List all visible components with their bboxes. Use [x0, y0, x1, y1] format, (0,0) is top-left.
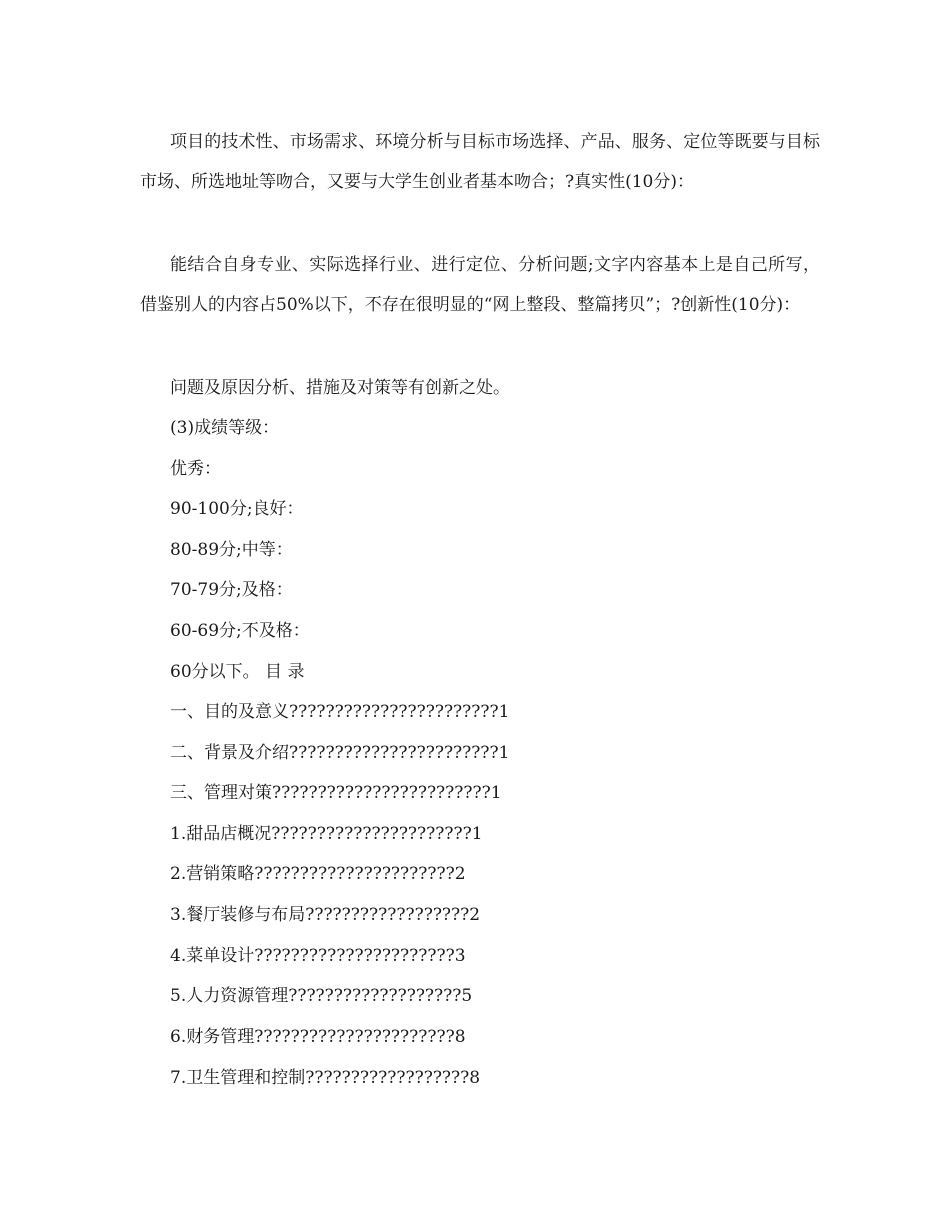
line-grade-medium: 80-89分;中等： — [170, 540, 293, 560]
paragraph-authenticity: 能结合自身专业、实际选择行业、进行定位、分析问题;文字内容基本上是自己所写，借鉴别人的内容占50%以下，不存在很明显的“网上整段、整篇拷贝”；?创新性(10分)： — [140, 255, 820, 315]
line-toc-heading: 60分以下。 目 录 — [170, 662, 305, 682]
line-grade-heading: (3)成绩等级： — [170, 418, 280, 438]
toc-entry: 7.卫生管理和控制??????????????????8 — [170, 1068, 481, 1088]
line-grade-pass: 70-79分;及格： — [170, 580, 293, 600]
toc-entry: 1.甜品店概况??????????????????????1 — [170, 824, 483, 844]
line-grade-fail: 60-69分;不及格： — [170, 621, 310, 641]
line-grade-excellent: 优秀： — [170, 459, 221, 479]
line-grade-good: 90-100分;良好： — [170, 499, 304, 519]
toc-entry: 6.财务管理??????????????????????8 — [170, 1027, 466, 1047]
toc-entry: 3.餐厅装修与布局??????????????????2 — [170, 905, 481, 925]
paragraph-project-fit: 项目的技术性、市场需求、环境分析与目标市场选择、产品、服务、定位等既要与目标市场、所选地址等吻合，又要与大学生创业者基本吻合；?真实性(10分)： — [140, 132, 820, 192]
toc-entry: 4.菜单设计??????????????????????3 — [170, 946, 466, 966]
toc-entry: 一、目的及意义???????????????????????1 — [170, 702, 510, 722]
toc-entry: 2.营销策略??????????????????????2 — [170, 864, 466, 884]
toc-entry: 二、背景及介绍???????????????????????1 — [170, 743, 510, 763]
toc-entry: 5.人力资源管理???????????????????5 — [170, 986, 473, 1006]
toc-entry: 三、管理对策????????????????????????1 — [170, 783, 502, 803]
line-innovation: 问题及原因分析、措施及对策等有创新之处。 — [170, 378, 510, 398]
